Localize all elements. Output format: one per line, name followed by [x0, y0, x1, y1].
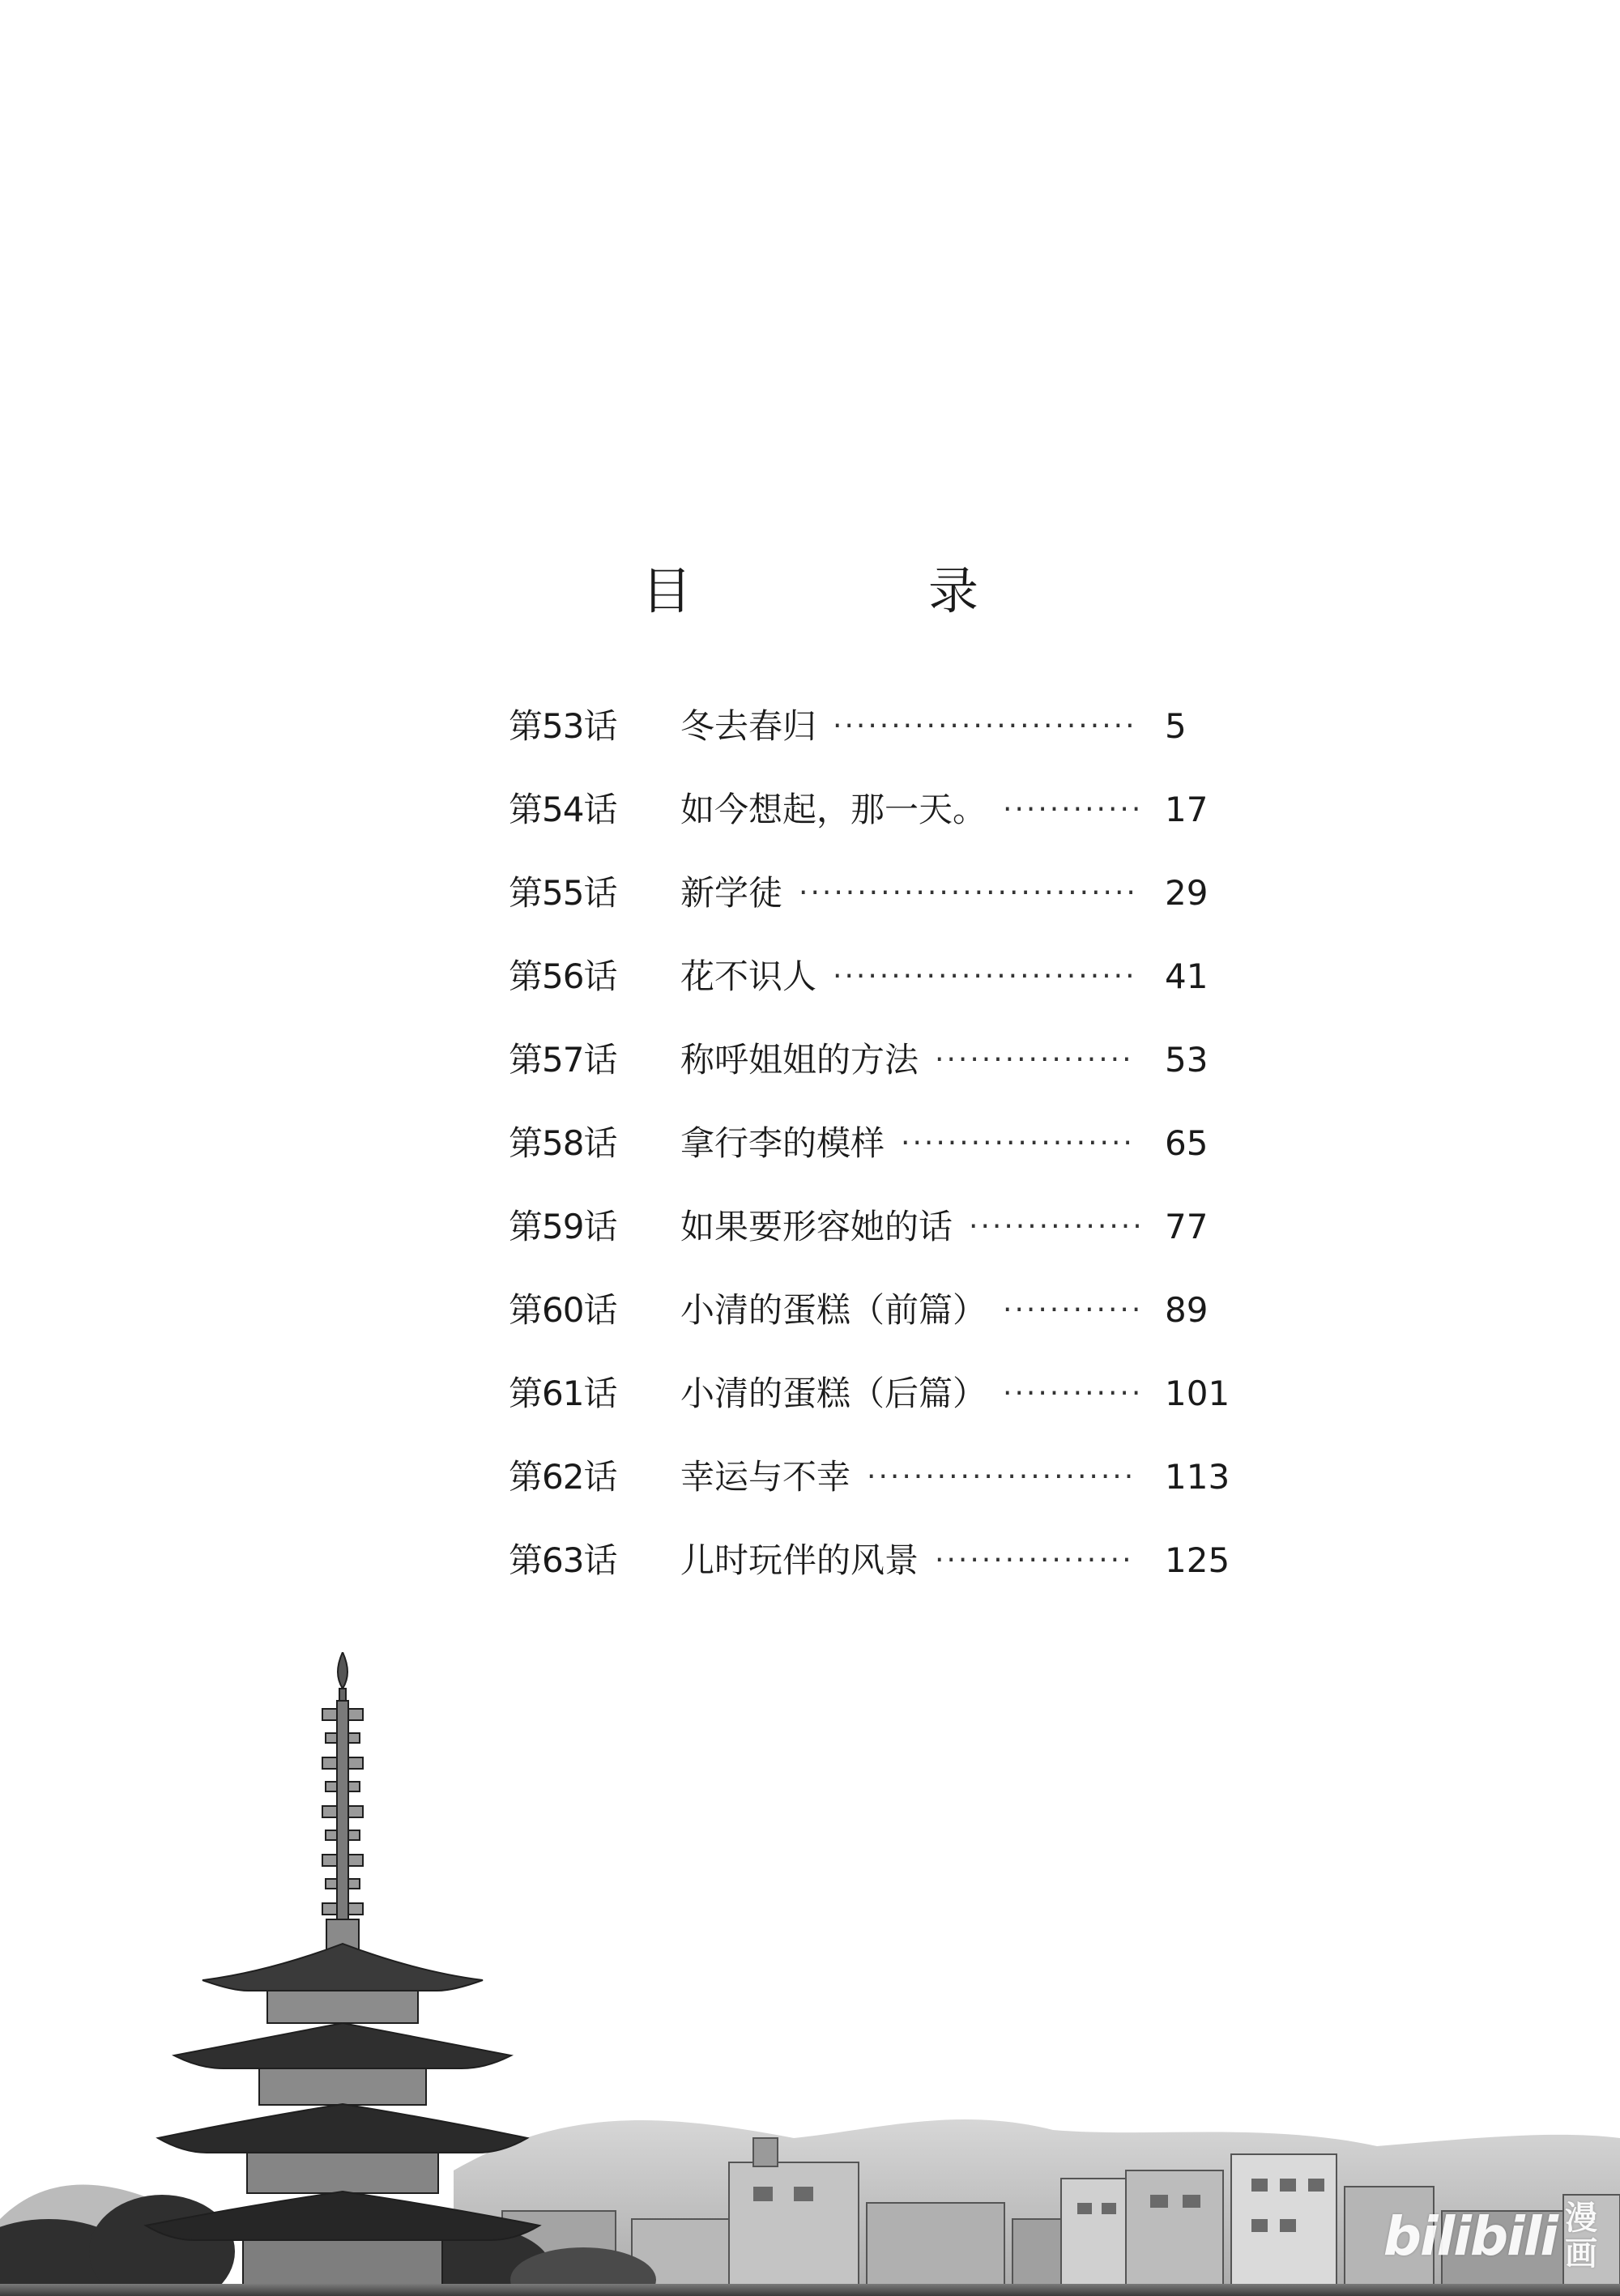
toc-entry-page: 5: [1165, 706, 1187, 746]
toc-entry: [509, 1115, 1238, 1199]
toc-entry-number: 第53话: [509, 706, 617, 746]
toc-entry-title: 新学徒: [680, 873, 783, 913]
toc-entry-number: 第63话: [509, 1540, 617, 1580]
toc-entry: [509, 782, 1238, 865]
toc-dot-leader: ············: [1003, 1293, 1144, 1327]
toc-dot-leader: ···············: [969, 1210, 1145, 1243]
toc-dot-leader: ············: [1003, 1377, 1144, 1410]
toc-entry: [509, 948, 1238, 1032]
toc-entry-title: 称呼姐姐的方法: [680, 1040, 919, 1080]
watermark-line1: 漫: [1565, 2200, 1597, 2237]
toc-entry-number: 第55话: [509, 873, 617, 913]
toc-entry-page: 101: [1165, 1374, 1230, 1413]
toc-entry-number: 第57话: [509, 1040, 617, 1080]
toc-dot-leader: ·················: [935, 1544, 1134, 1577]
toc-entry-number: 第61话: [509, 1374, 617, 1413]
bilibili-logo: bilibili: [1383, 2204, 1557, 2268]
toc-entry-number: 第60话: [509, 1290, 617, 1330]
toc-entry: [509, 698, 1238, 782]
toc-entry: [509, 1032, 1238, 1115]
toc-entry-title: 如今想起，那一天。: [680, 790, 987, 829]
watermark-sub: [1565, 2200, 1597, 2272]
toc-entry: [509, 1365, 1238, 1449]
toc-entry-page: 65: [1165, 1123, 1209, 1163]
toc-entry: [509, 1532, 1238, 1616]
toc-dot-leader: ·················: [935, 1043, 1134, 1076]
toc-entry-title: 小清的蛋糕（前篇）: [680, 1290, 987, 1330]
toc-dot-leader: ··························: [833, 960, 1137, 993]
toc-entry-page: 17: [1165, 790, 1209, 829]
toc-dot-leader: ·······················: [867, 1460, 1136, 1493]
toc-entry-number: 第58话: [509, 1123, 617, 1163]
toc-entry-title: 幸运与不幸: [680, 1457, 851, 1497]
toc-entry-page: 29: [1165, 873, 1209, 913]
toc-entry-title: 花不识人: [680, 956, 817, 996]
toc-entry-title: 如果要形容她的话: [680, 1207, 953, 1246]
watermark-line2: 画: [1565, 2235, 1597, 2273]
toc-entry: [509, 865, 1238, 948]
pagoda-cityscape-illustration: [0, 1652, 1620, 2296]
toc-entry-number: 第56话: [509, 956, 617, 996]
toc-entry-number: 第62话: [509, 1457, 617, 1497]
toc-entry-page: 77: [1165, 1207, 1209, 1246]
toc-list: [509, 698, 1238, 1616]
toc-dot-leader: ····················: [901, 1127, 1135, 1160]
toc-entry-page: 89: [1165, 1290, 1209, 1330]
toc-entry-title: 拿行李的模样: [680, 1123, 885, 1163]
ground: [0, 2284, 1620, 2296]
toc-entry-number: 第54话: [509, 790, 617, 829]
toc-entry-page: 53: [1165, 1040, 1209, 1080]
toc-entry-title: 冬去春归: [680, 706, 817, 746]
toc-entry: [509, 1449, 1238, 1532]
toc-entry-page: 113: [1165, 1457, 1230, 1497]
toc-entry-number: 第59话: [509, 1207, 617, 1246]
toc-dot-leader: ·····························: [799, 876, 1138, 909]
toc-dot-leader: ············: [1003, 793, 1144, 826]
toc-entry-page: 41: [1165, 956, 1209, 996]
toc-title: 目 录: [641, 561, 1072, 620]
toc-entry-title: 小清的蛋糕（后篇）: [680, 1374, 987, 1413]
toc-dot-leader: ··························: [833, 709, 1137, 743]
toc-entry: [509, 1199, 1238, 1282]
toc-entry-title: 儿时玩伴的风景: [680, 1540, 919, 1580]
bilibili-comics-watermark: [1383, 2200, 1597, 2272]
toc-entry-page: 125: [1165, 1540, 1230, 1580]
toc-entry: [509, 1282, 1238, 1365]
